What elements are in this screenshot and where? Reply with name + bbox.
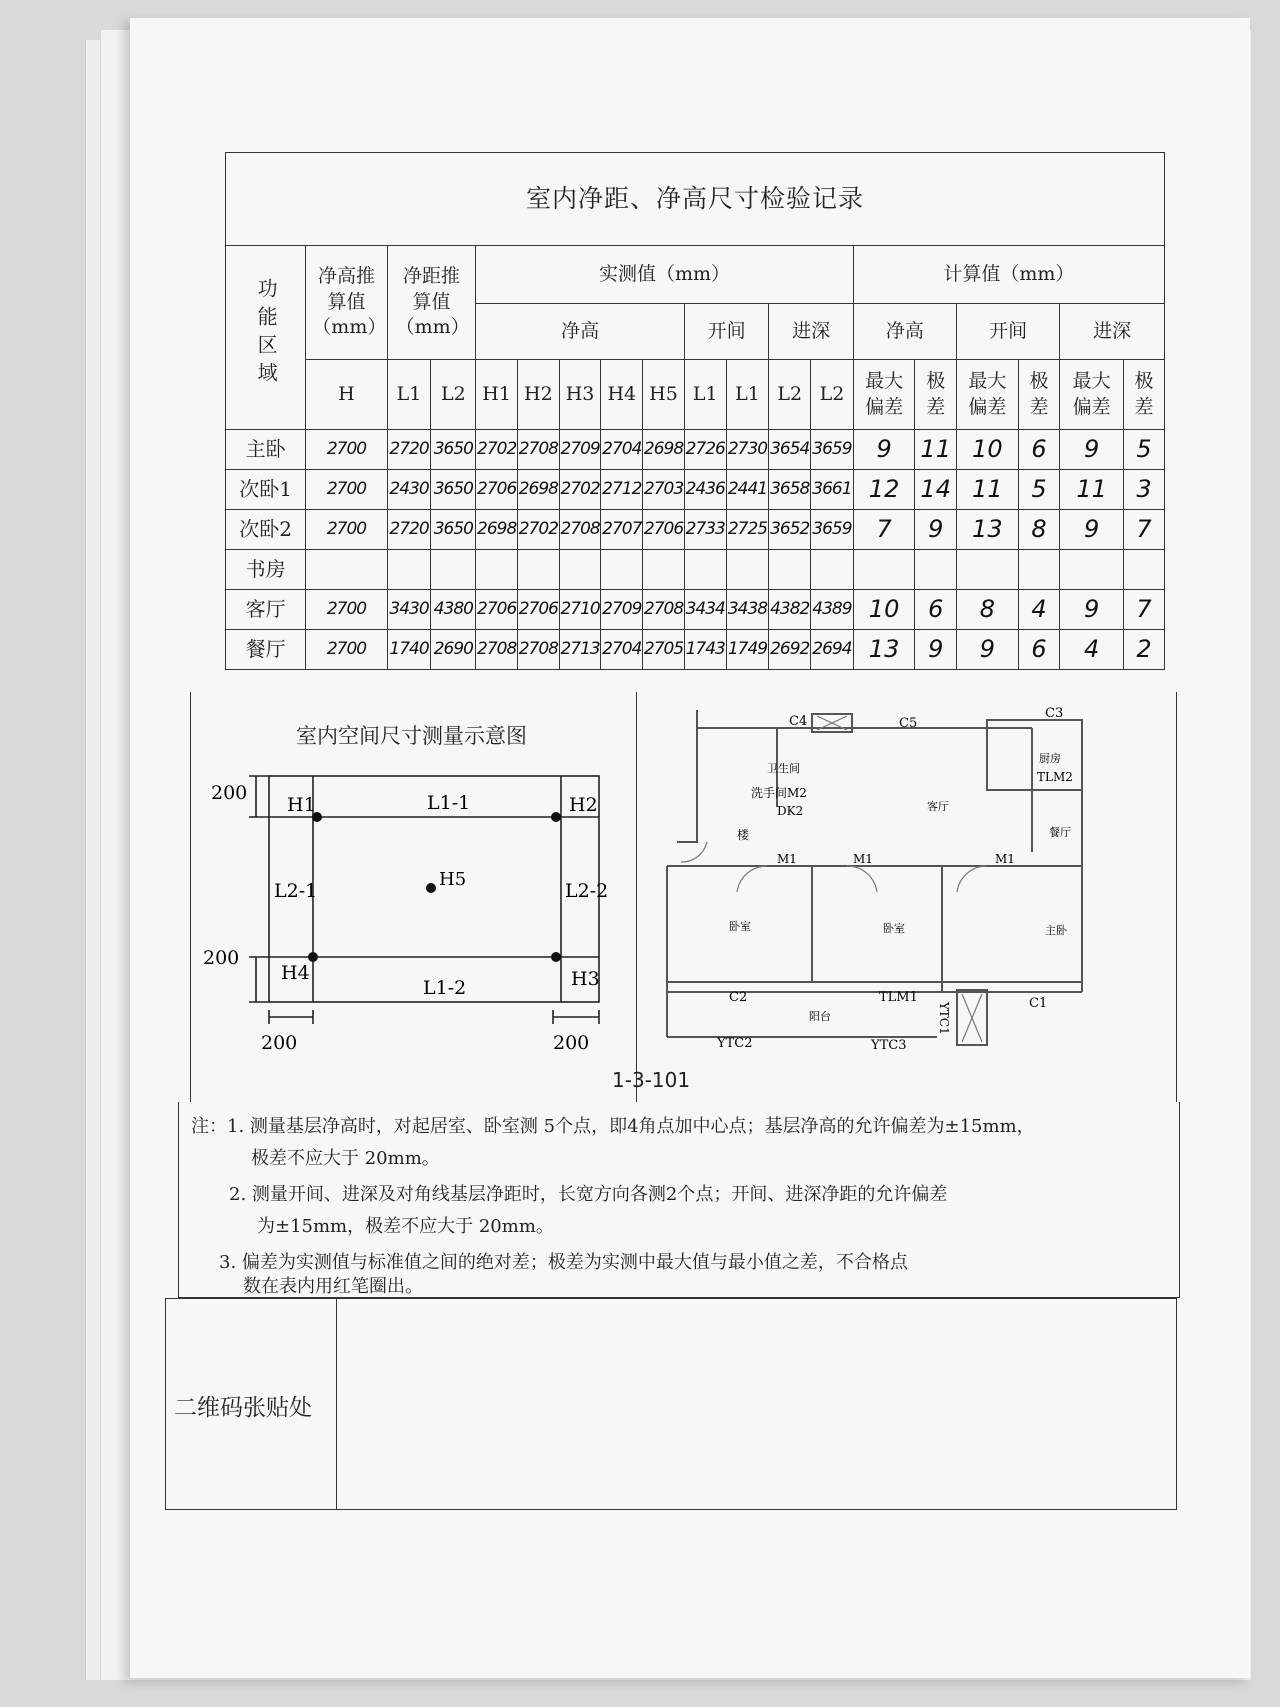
calc-value-cell: 11 — [915, 430, 957, 470]
plan-master-bedroom: 主卧 — [1045, 924, 1067, 937]
point-h2 — [551, 812, 561, 822]
measured-value-cell: 2706 — [476, 590, 518, 630]
row-area-label: 次卧1 — [226, 470, 306, 510]
label-h4: H4 — [281, 962, 310, 984]
measured-value-cell: 2698 — [643, 430, 685, 470]
calc-value-cell: 7 — [1123, 590, 1164, 630]
inspection-record-form — [225, 152, 1165, 670]
dim-200-bottom: 200 — [203, 947, 240, 969]
plan-living: 客厅 — [927, 800, 949, 813]
schematic-title: 室内空间尺寸测量示意图 — [296, 724, 527, 748]
measured-value-cell: 2708 — [518, 630, 560, 670]
header-area: 功能区域 — [226, 246, 306, 430]
calc-value-cell: 11 — [957, 470, 1019, 510]
calc-value-cell: 7 — [1123, 510, 1164, 550]
measured-value-cell — [559, 550, 601, 590]
measured-value-cell: 3652 — [769, 510, 811, 550]
calc-value-cell: 11 — [1060, 470, 1124, 510]
measured-value-cell: 2703 — [643, 470, 685, 510]
header-calc-net-height: 净高 — [853, 304, 956, 360]
measured-value-cell: 2698 — [476, 510, 518, 550]
sub-header-cell: H4 — [601, 360, 643, 430]
plan-m1-c: M1 — [995, 852, 1015, 866]
plan-stair: 楼 — [737, 828, 750, 842]
table-row — [226, 550, 1165, 590]
plan-unit-label: 1-3-101 — [612, 1068, 691, 1092]
calc-value-cell: 2 — [1123, 630, 1164, 670]
row-area-label: 主卧 — [226, 430, 306, 470]
measured-value-cell: 2702 — [476, 430, 518, 470]
calc-sub-header-cell: 极差 — [915, 360, 957, 430]
measured-value-cell: 4382 — [769, 590, 811, 630]
measured-value-cell: 2710 — [559, 590, 601, 630]
qr-label-cell — [166, 1299, 337, 1509]
calc-sub-header-cell: 极差 — [1123, 360, 1164, 430]
calc-value-cell: 3 — [1123, 470, 1164, 510]
measured-value-cell: 3438 — [726, 590, 769, 630]
point-h4 — [308, 952, 318, 962]
table-row — [226, 430, 1165, 470]
sub-header-cell: L1 — [387, 360, 431, 430]
measured-value-cell: 2706 — [643, 510, 685, 550]
measured-value-cell — [601, 550, 643, 590]
measured-value-cell: 2730 — [726, 430, 769, 470]
measured-value-cell: 1743 — [684, 630, 726, 670]
row-area-label: 次卧2 — [226, 510, 306, 550]
measured-value-cell: 2698 — [518, 470, 560, 510]
label-l1-1: L1-1 — [427, 792, 471, 814]
header-calculated: 计算值（mm） — [853, 246, 1164, 304]
calc-value-cell: 9 — [915, 510, 957, 550]
plan-bedroom-2: 卧室 — [883, 922, 905, 935]
measured-value-cell: 2702 — [559, 470, 601, 510]
plan-wc: 卫生间 — [767, 762, 800, 775]
measured-value-cell: 2709 — [601, 590, 643, 630]
calc-value-cell: 14 — [915, 470, 957, 510]
measured-value-cell — [306, 550, 387, 590]
header-calc-depth: 进深 — [1060, 304, 1165, 360]
measured-value-cell: 2441 — [726, 470, 769, 510]
plan-ytc1: YTC1 — [937, 1002, 951, 1035]
sub-header-cell: H — [306, 360, 387, 430]
calc-value-cell: 5 — [1123, 430, 1164, 470]
header-bay: 开间 — [684, 304, 768, 360]
measured-value-cell: 3650 — [431, 470, 476, 510]
sub-header-cell: H3 — [559, 360, 601, 430]
calc-value-cell: 4 — [1060, 630, 1124, 670]
measured-value-cell: 2708 — [559, 510, 601, 550]
measured-value-cell: 2704 — [601, 430, 643, 470]
measured-value-cell: 2708 — [476, 630, 518, 670]
measured-value-cell: 2694 — [811, 630, 854, 670]
measurement-schematic — [191, 692, 637, 1102]
row-area-label: 客厅 — [226, 590, 306, 630]
calc-value-cell — [1018, 550, 1060, 590]
plan-m1-a: M1 — [777, 852, 797, 866]
measured-value-cell: 2708 — [643, 590, 685, 630]
plan-c1: C1 — [1029, 996, 1048, 1011]
calc-value-cell: 8 — [1018, 510, 1060, 550]
calc-value-cell: 12 — [853, 470, 915, 510]
header-net-height: 净高 — [476, 304, 685, 360]
measured-value-cell — [387, 550, 431, 590]
sub-header-cell: L1 — [684, 360, 726, 430]
calc-value-cell: 9 — [915, 630, 957, 670]
label-h5: H5 — [439, 869, 467, 890]
table-row — [226, 510, 1165, 550]
measured-value-cell: 3658 — [769, 470, 811, 510]
measured-value-cell: 3434 — [684, 590, 726, 630]
table-row — [226, 590, 1165, 630]
measured-value-cell: 2690 — [431, 630, 476, 670]
point-h3 — [551, 952, 561, 962]
measured-value-cell: 2702 — [518, 510, 560, 550]
calc-value-cell: 5 — [1018, 470, 1060, 510]
measured-value-cell: 3650 — [431, 510, 476, 550]
plan-bedroom-1: 卧室 — [729, 920, 751, 933]
plan-ytc3: YTC3 — [871, 1038, 907, 1053]
calc-sub-header-cell: 最大偏差 — [1060, 360, 1124, 430]
plan-dining: 餐厅 — [1049, 826, 1071, 839]
calc-value-cell: 4 — [1018, 590, 1060, 630]
header-height-estimate: 净高推算值（mm） — [306, 246, 387, 360]
qr-code-area — [165, 1298, 1177, 1510]
dim-200-left: 200 — [261, 1032, 298, 1054]
measured-value-cell: 2692 — [769, 630, 811, 670]
measured-value-cell: 2709 — [559, 430, 601, 470]
calc-value-cell — [1060, 550, 1124, 590]
data-rows — [226, 430, 1165, 670]
measured-value-cell: 4389 — [811, 590, 854, 630]
calc-value-cell — [915, 550, 957, 590]
plan-c5: C5 — [899, 716, 918, 731]
diagram-section — [190, 692, 1177, 1102]
table-row — [226, 470, 1165, 510]
measured-value-cell: 2713 — [559, 630, 601, 670]
sub-header-cell: L1 — [726, 360, 769, 430]
measured-value-cell — [726, 550, 769, 590]
calc-sub-header-cell: 最大偏差 — [957, 360, 1019, 430]
measured-value-cell: 2700 — [306, 510, 387, 550]
label-h3: H3 — [571, 968, 600, 990]
measured-value-cell: 2707 — [601, 510, 643, 550]
plan-tlm2: TLM2 — [1037, 770, 1073, 784]
measured-value-cell: 2700 — [306, 470, 387, 510]
row-area-label: 餐厅 — [226, 630, 306, 670]
dim-200-right: 200 — [553, 1032, 590, 1054]
calc-value-cell: 6 — [1018, 430, 1060, 470]
measured-value-cell: 2720 — [387, 510, 431, 550]
header-depth: 进深 — [769, 304, 853, 360]
label-h1: H1 — [287, 794, 316, 816]
sub-header-row — [226, 360, 1165, 430]
inspection-table — [225, 152, 1165, 670]
sub-header-cell: H1 — [476, 360, 518, 430]
plan-c2: C2 — [729, 990, 748, 1005]
measured-value-cell: 3659 — [811, 430, 854, 470]
calc-value-cell — [853, 550, 915, 590]
plan-dk2: DK2 — [777, 804, 804, 818]
point-h5 — [426, 883, 436, 893]
plan-tlm1: TLM1 — [879, 990, 918, 1005]
sub-header-cell: L2 — [769, 360, 811, 430]
sub-header-cell: L2 — [431, 360, 476, 430]
sub-header-cell: H2 — [518, 360, 560, 430]
row-area-label: 书房 — [226, 550, 306, 590]
measured-value-cell: 2700 — [306, 430, 387, 470]
calc-sub-header-cell: 极差 — [1018, 360, 1060, 430]
label-l2-1: L2-1 — [274, 880, 318, 902]
measured-value-cell: 2704 — [601, 630, 643, 670]
header-measured: 实测值（mm） — [476, 246, 854, 304]
dim-200-top: 200 — [211, 782, 248, 804]
measured-value-cell: 4380 — [431, 590, 476, 630]
plan-m1-b: M1 — [853, 852, 873, 866]
calc-value-cell: 10 — [853, 590, 915, 630]
calc-value-cell — [957, 550, 1019, 590]
plan-ytc2: YTC2 — [717, 1036, 753, 1051]
measured-value-cell — [684, 550, 726, 590]
measured-value-cell: 2706 — [476, 470, 518, 510]
measured-value-cell: 2700 — [306, 630, 387, 670]
measured-value-cell: 2720 — [387, 430, 431, 470]
header-calc-bay: 开间 — [957, 304, 1060, 360]
measured-value-cell: 3659 — [811, 510, 854, 550]
calc-sub-header-cell: 最大偏差 — [853, 360, 915, 430]
calc-value-cell: 9 — [1060, 430, 1124, 470]
qr-label: 二维码张贴处 — [174, 1395, 312, 1421]
calc-value-cell: 9 — [1060, 510, 1124, 550]
measured-value-cell — [518, 550, 560, 590]
measured-value-cell: 3430 — [387, 590, 431, 630]
note-3-line-2: 数在表内用红笔圈出。 — [243, 1276, 423, 1297]
measured-value-cell: 2436 — [684, 470, 726, 510]
calc-value-cell: 9 — [853, 430, 915, 470]
measured-value-cell: 2706 — [518, 590, 560, 630]
label-l1-2: L1-2 — [423, 977, 467, 999]
note-3-line-1: 3. 偏差为实测值与标准值之间的绝对差；极差为实测中最大值与最小值之差，不合格点 — [219, 1252, 908, 1273]
measured-value-cell: 3650 — [431, 430, 476, 470]
measured-value-cell — [811, 550, 854, 590]
plan-wash: 洗手间M2 — [751, 786, 807, 800]
calc-value-cell: 7 — [853, 510, 915, 550]
floor-plan — [637, 692, 1176, 1102]
measured-value-cell: 2700 — [306, 590, 387, 630]
measured-value-cell: 3661 — [811, 470, 854, 510]
note-2-line-1: 2. 测量开间、进深及对角线基层净距时，长宽方向各测2个点；开间、进深净距的允许偏差 — [229, 1184, 948, 1205]
measured-value-cell: 2733 — [684, 510, 726, 550]
calc-value-cell: 9 — [1060, 590, 1124, 630]
sub-header-cell: L2 — [811, 360, 854, 430]
measured-value-cell — [769, 550, 811, 590]
measured-value-cell — [643, 550, 685, 590]
table-row — [226, 630, 1165, 670]
calc-value-cell: 6 — [915, 590, 957, 630]
note-1-line-1: 注：1. 测量基层净高时，对起居室、卧室测 5个点，即4角点加中心点；基层净高的允许偏差为±15mm， — [191, 1116, 1035, 1137]
calc-value-cell: 10 — [957, 430, 1019, 470]
note-2-line-2: 为±15mm，极差不应大于 20mm。 — [257, 1216, 554, 1237]
calc-value-cell: 13 — [957, 510, 1019, 550]
measured-value-cell: 1749 — [726, 630, 769, 670]
measured-value-cell: 2708 — [518, 430, 560, 470]
form-title: 室内净距、净高尺寸检验记录 — [226, 153, 1165, 246]
sub-header-cell: H5 — [643, 360, 685, 430]
plan-c4: C4 — [789, 714, 808, 729]
calc-value-cell: 9 — [957, 630, 1019, 670]
measured-value-cell: 2726 — [684, 430, 726, 470]
label-l2-2: L2-2 — [565, 880, 609, 902]
notes-section — [178, 1102, 1180, 1298]
measured-value-cell: 2712 — [601, 470, 643, 510]
calc-value-cell: 8 — [957, 590, 1019, 630]
measured-value-cell: 3654 — [769, 430, 811, 470]
plan-kitchen: 厨房 — [1039, 752, 1061, 765]
measured-value-cell: 2705 — [643, 630, 685, 670]
plan-balcony: 阳台 — [809, 1010, 831, 1023]
header-distance-estimate: 净距推算值（mm） — [387, 246, 476, 360]
measured-value-cell: 2430 — [387, 470, 431, 510]
calc-value-cell: 6 — [1018, 630, 1060, 670]
calc-value-cell: 13 — [853, 630, 915, 670]
measured-value-cell: 1740 — [387, 630, 431, 670]
label-h2: H2 — [569, 794, 598, 816]
measured-value-cell — [431, 550, 476, 590]
measured-value-cell: 2725 — [726, 510, 769, 550]
measured-value-cell — [476, 550, 518, 590]
calc-value-cell — [1123, 550, 1164, 590]
note-1-line-2: 极差不应大于 20mm。 — [251, 1148, 440, 1169]
plan-c3: C3 — [1045, 706, 1064, 721]
